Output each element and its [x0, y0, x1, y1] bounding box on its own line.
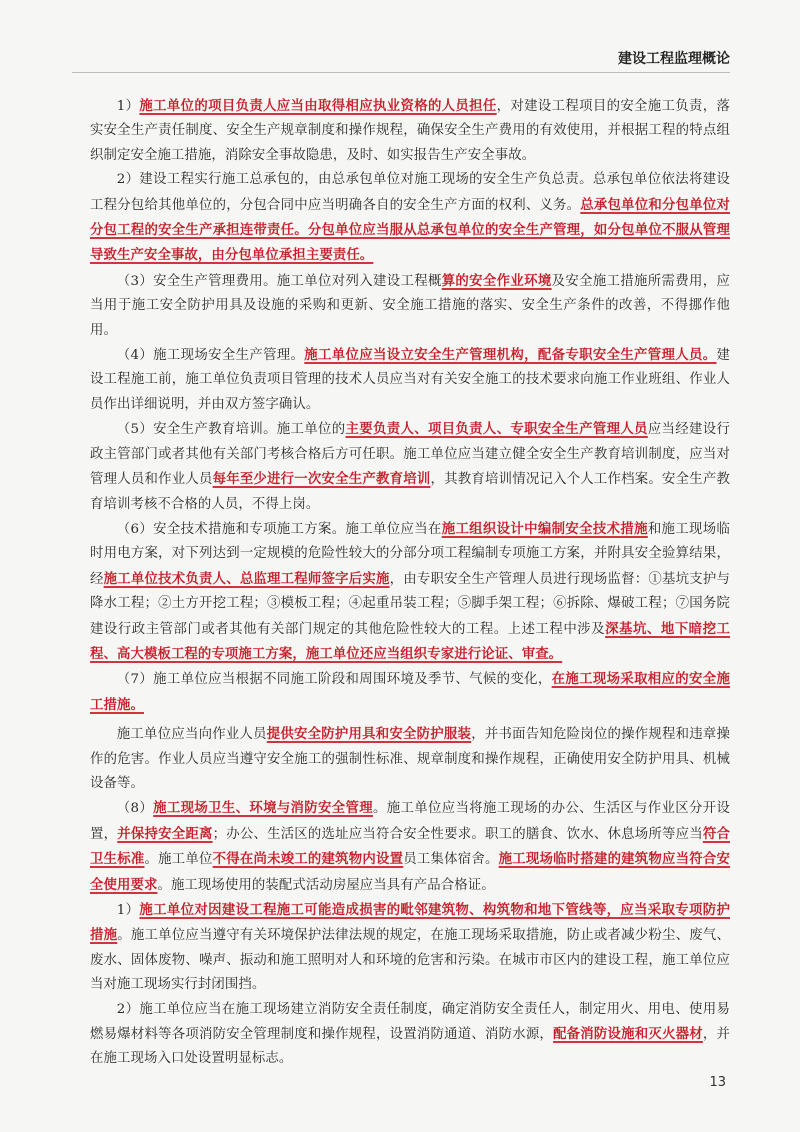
highlight: 主要负责人、项目负责人、专职安全生产管理人员 [345, 421, 648, 438]
highlight: 施工单位应当设立安全生产管理机构，配备专职安全生产管理人员。 [304, 347, 717, 364]
paragraph: 施工单位应当向作业人员提供安全防护用具和安全防护服装，并书面告知危险岗位的操作规程和违章操作的危害。作业人员应当遵守安全施工的强制性标准、规章制度和操作规程，正确使用安全防护用具、机械设备等。 [90, 726, 731, 791]
highlight: 并保持安全距离 [117, 825, 213, 842]
highlight: 施工单位技术负责人、总监理工程师签字后实施 [103, 570, 390, 587]
highlight: 施工组织设计中编制安全技术措施 [441, 520, 648, 537]
highlight: 施工现场卫生、环境与消防安全管理 [153, 800, 373, 817]
highlight: 配备消防设施和灭火器材 [553, 1026, 703, 1043]
paragraph: （5）安全生产教育培训。施工单位的主要负责人、项目负责人、专职安全生产管理人员应当经建设行政主管部门或者其他有关部门考核合格后方可任职。施工单位应当建立健全安全生产教育培训制度，应当对管理人员和作业人员每年至少进行一次安全生产教育培训，其教育培训情况记入个人工作档案。安全生产教育培训考核不合格的人员，不得上岗。 [90, 421, 731, 512]
paragraph: 1）施工单位的项目负责人应当由取得相应执业资格的人员担任，对建设工程项目的安全施工负责，落实安全生产责任制度、安全生产规章制度和操作规程，确保安全生产费用的有效使用，并根据工程的特点组织制定安全施工措施，消除安全事故隐患，及时、如实报告生产安全事故。 [90, 98, 730, 163]
body-text [90, 94, 730, 1072]
paragraph: （7）施工单位应当根据不同施工阶段和周围环境及季节、气候的变化，在施工现场采取相应的安全施工措施。 [90, 671, 730, 713]
highlight: 不得在尚未竣工的建筑物内设置 [212, 851, 404, 868]
paragraph: （4）施工现场安全生产管理。施工单位应当设立安全生产管理机构，配备专职安全生产管理人员。建设工程施工前，施工单位负责项目管理的技术人员应当对有关安全施工的技术要求向施工作业班组、作业人员作出详细说明，并由双方签字确认。 [90, 347, 731, 412]
paragraph: 2）建设工程实行施工总承包的，由总承包单位对施工现场的安全生产负总责。总承包单位依法将建设工程分包给其他单位的，分包合同中应当明确各自的安全生产方面的权利、义务。总承包单位和分包单位对分包工程的安全生产承担连带责任。分包单位应当服从总承包单位的安全生产管理，如分包单位不服从管理导致生产安全事故，由分包单位承担主要责任。 [90, 172, 730, 264]
paragraph: （3）安全生产管理费用。施工单位对列入建设工程概算的安全作业环境及安全施工措施所需费用，应当用于施工安全防护用具及设施的采购和更新、安全施工措施的落实、安全生产条件的改善，不得挪作他用。 [90, 272, 730, 338]
highlight: 符合卫生标准 [90, 825, 731, 868]
highlight: 施工现场临时搭建的建筑物应当符合安全使用要求 [90, 851, 731, 893]
highlight: 施工单位对因建设工程施工可能造成损害的毗邻建筑物、构筑物和地下管线等，应当采取专项防护措施 [90, 902, 730, 944]
highlight: 在施工现场采取相应的安全施工措施。 [90, 671, 730, 713]
page-number: 13 [709, 1075, 726, 1090]
header-rule [72, 72, 730, 73]
running-header-title: 建设工程监理概论 [618, 51, 730, 67]
paragraph: （8）施工现场卫生、环境与消防安全管理。施工单位应当将施工现场的办公、生活区与作业区分开设置，并保持安全距离；办公、生活区的选址应当符合安全性要求。职工的膳食、饮水、休息场所等应当符合卫生标准。施工单位不得在尚未竣工的建筑物内设置员工集体宿舍。施工现场临时搭建的建筑物应当符合安全使用要求。施工现场使用的装配式活动房屋应当具有产品合格证。 [90, 800, 731, 893]
paragraph: 2）施工单位应当在施工现场建立消防安全责任制度，确定消防安全责任人，制定用火、用电、使用易燃易爆材料等各项消防安全管理制度和操作规程，设置消防通道、消防水源，配备消防设施和灭火器材，并在施工现场入口处设置明显标志。 [90, 1001, 730, 1067]
highlight: 算的安全作业环境 [441, 272, 552, 289]
highlight: 每年至少进行一次安全生产教育培训 [212, 471, 431, 488]
highlight: 提供安全防护用具和安全防护服装 [266, 726, 472, 743]
paragraph: 1）施工单位对因建设工程施工可能造成损害的毗邻建筑物、构筑物和地下管线等，应当采取专项防护措施。施工单位应当遵守有关环境保护法律法规的规定，在施工现场采取措施，防止或者减少粉尘、废气、废水、固体废物、噪声、振动和施工照明对人和环境的危害和污染。在城市市区内的建设工程，施工单位应当对施工现场实行封闭围挡。 [90, 902, 731, 993]
paragraph: （6）安全技术措施和专项施工方案。施工单位应当在施工组织设计中编制安全技术措施和施工现场临时用电方案，对下列达到一定规模的危险性较大的分部分项工程编制专项施工方案，并附具安全验算结果，经施工单位技术负责人、总监理工程师签字后实施，由专职安全生产管理人员进行现场监督：①基坑支护与降水工程；②土方开挖工程；③模板工程；④起重吊装工程；⑤脚手架工程；⑥拆除、爆破工程；⑦国务院建设行政主管部门或者其他有关部门规定的其他危险性较大的工程。上述工程中涉及深基坑、地下暗挖工程、高大模板工程的专项施工方案，施工单位还应当组织专家进行论证、审查。 [90, 520, 731, 662]
highlight: 施工单位的项目负责人应当由取得相应执业资格的人员担任 [139, 98, 497, 114]
highlight: 深基坑、地下暗挖工程、高大模板工程的专项施工方案，施工单位还应当组织专家进行论证、审查。 [90, 620, 730, 662]
highlight: 总承包单位和分包单位对分包工程的安全生产承担连带责任。分包单位应当服从总承包单位的安全生产管理，如分包单位不服从管理导致生产安全事故，由分包单位承担主要责任。 [90, 196, 730, 264]
